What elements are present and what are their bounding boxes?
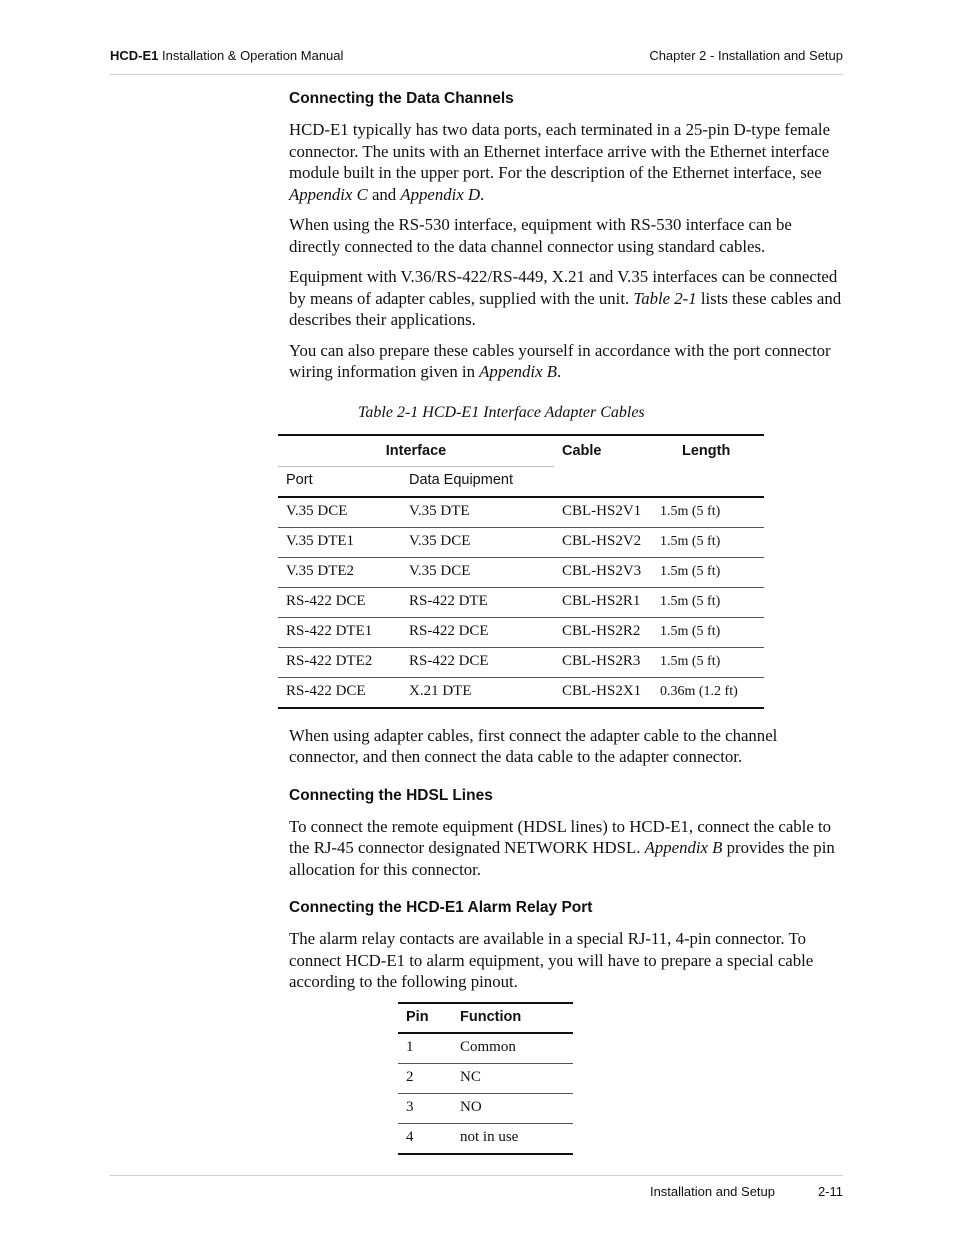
header-chapter: Chapter 2 - Installation and Setup <box>649 48 843 63</box>
cell-cable: CBL-HS2R3 <box>554 647 652 677</box>
cell-equipment: X.21 DTE <box>401 677 554 708</box>
cell-function: not in use <box>452 1123 573 1154</box>
col-header-interface: Interface <box>278 435 554 467</box>
footer-section: Installation and Setup <box>649 1184 775 1199</box>
table-row <box>278 647 764 677</box>
cell-length: 1.5m (5 ft) <box>652 557 764 587</box>
cell-function: Common <box>452 1033 573 1064</box>
cell-port: V.35 DTE2 <box>278 557 401 587</box>
col-header-pin: Pin <box>398 1003 452 1033</box>
xref-appendix-b-hdsl[interactable]: Appendix B <box>644 838 723 857</box>
header-title <box>110 48 343 63</box>
cell-pin: 2 <box>398 1063 452 1093</box>
paragraph-adapter-cables: Equipment with V.36/RS-422/RS-449, X.21 and V.35 interfaces can be connected by means of adapter cables, supplied with the unit. Table 2-1 lists these cables and describes their applications. <box>289 267 842 329</box>
paragraph-rs530: When using the RS-530 interface, equipment with RS-530 interface can be directly connected to the data channel connector using standard cables. <box>289 215 792 256</box>
header-manual: Installation & Operation Manual <box>158 48 344 63</box>
cell-length: 1.5m (5 ft) <box>652 587 764 617</box>
cell-length: 0.36m (1.2 ft) <box>652 677 764 708</box>
paragraph-alarm: The alarm relay contacts are available in a special RJ-11, 4-pin connector. To connect HCD-E1 to alarm equipment, you will have to prepare a special cable according to the following pinout. <box>289 929 814 991</box>
cell-cable: CBL-HS2R2 <box>554 617 652 647</box>
header-product: HCD-E1 <box>110 48 159 63</box>
cell-equipment: V.35 DCE <box>401 527 554 557</box>
page-body <box>286 88 845 1155</box>
cell-port: RS-422 DCE <box>278 587 401 617</box>
xref-appendix-c[interactable]: Appendix C <box>289 184 368 204</box>
alarm-pinout-table <box>398 1002 573 1155</box>
cell-pin: 3 <box>398 1093 452 1123</box>
cell-cable: CBL-HS2R1 <box>554 587 652 617</box>
cell-equipment: RS-422 DTE <box>401 587 554 617</box>
table-row <box>398 1093 573 1123</box>
table-row <box>398 1033 573 1064</box>
table-row <box>278 497 764 528</box>
table-row <box>278 557 764 587</box>
col-header-cable: Cable <box>554 435 652 467</box>
table-row <box>278 677 764 708</box>
heading-alarm-relay: Connecting the HCD-E1 Alarm Relay Port <box>289 899 593 916</box>
cell-cable: CBL-HS2V1 <box>554 497 652 528</box>
col-header-length: Length <box>652 435 764 467</box>
cell-equipment: RS-422 DCE <box>401 617 554 647</box>
cell-equipment: V.35 DTE <box>401 497 554 528</box>
cell-cable: CBL-HS2V2 <box>554 527 652 557</box>
cell-equipment: RS-422 DCE <box>401 647 554 677</box>
running-header <box>110 48 843 75</box>
paragraph-hdsl: To connect the remote equipment (HDSL lines) to HCD-E1, connect the cable to the RJ-45 connector designated NETWORK HDSL. Appendix B provides the pin allocation for this connector. <box>289 816 835 879</box>
xref-table-2-1[interactable]: Table 2-1 <box>633 288 697 308</box>
cell-length: 1.5m (5 ft) <box>652 497 764 528</box>
cell-length: 1.5m (5 ft) <box>652 527 764 557</box>
table-caption: Table 2-1 HCD-E1 Interface Adapter Cables <box>358 403 645 421</box>
running-footer <box>110 1175 843 1206</box>
cell-cable: CBL-HS2V3 <box>554 557 652 587</box>
paragraph-prepare-cables: You can also prepare these cables yourself in accordance with the port connector wiring information given in Appendix B. <box>289 340 831 381</box>
table-row <box>398 1063 573 1093</box>
cell-port: V.35 DCE <box>278 497 401 528</box>
xref-appendix-d[interactable]: Appendix D <box>400 184 481 204</box>
cell-function: NC <box>452 1063 573 1093</box>
page-number: 2-11 <box>817 1184 843 1199</box>
table-row <box>278 617 764 647</box>
cell-port: V.35 DTE1 <box>278 527 401 557</box>
xref-appendix-b[interactable]: Appendix B <box>479 362 557 381</box>
cell-equipment: V.35 DCE <box>401 557 554 587</box>
table-row <box>398 1123 573 1154</box>
paragraph-adapter-usage: When using adapter cables, first connect the adapter cable to the channel connector, and then connect the data cable to the adapter connector. <box>289 725 778 766</box>
heading-data-channels: Connecting the Data Channels <box>289 90 514 107</box>
cell-cable: CBL-HS2X1 <box>554 677 652 708</box>
col-header-port: Port <box>278 466 401 497</box>
cell-pin: 4 <box>398 1123 452 1154</box>
cell-port: RS-422 DTE2 <box>278 647 401 677</box>
cell-length: 1.5m (5 ft) <box>652 647 764 677</box>
col-header-data-equipment: Data Equipment <box>401 466 554 497</box>
table-row <box>278 587 764 617</box>
cell-port: RS-422 DTE1 <box>278 617 401 647</box>
paragraph-data-ports: HCD-E1 typically has two data ports, each terminated in a 25-pin D-type female connector. The units with an Ethernet interface arrive with the Ethernet interface module built in the upper port. For the description of the Ethernet interface, see Appendix C and Appendix D. <box>289 120 831 204</box>
cell-function: NO <box>452 1093 573 1123</box>
adapter-cables-table <box>278 434 764 709</box>
cell-pin: 1 <box>398 1033 452 1064</box>
cell-port: RS-422 DCE <box>278 677 401 708</box>
cell-length: 1.5m (5 ft) <box>652 617 764 647</box>
col-header-function: Function <box>452 1003 573 1033</box>
heading-hdsl-lines: Connecting the HDSL Lines <box>289 786 493 804</box>
table-row <box>278 527 764 557</box>
